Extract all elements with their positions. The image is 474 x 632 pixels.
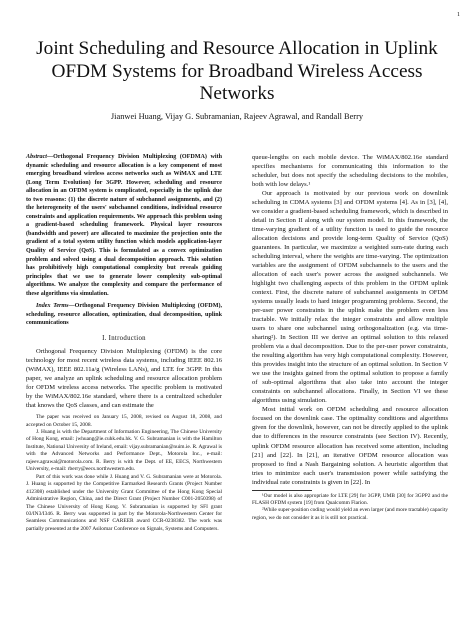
footnote-received: The paper was received on January 15, 2008, revised on August 18, 2008, and accepted on October 15, 2008. (26, 414, 222, 428)
footnote-rule (252, 490, 312, 491)
index-terms (26, 302, 222, 328)
footnote-1: ¹Our model is also appropriate for LTE [29] for 3GPP, UMB [30] for 3GPP2 and the FLASH OFDM system [19] from Qualcomm Flarion. (252, 492, 448, 507)
abstract (26, 153, 222, 298)
body-paragraph-3: Most initial work on OFDM scheduling and resource allocation focused on the downlink case. The optimality conditions and algorithms given for the downlink, however, can not be directly applied to the uplink due to differences in the resource constraints (see Section IV). Recently, uplink OFDM resource allocation has received some attention, including [21] and [22]. In [21], an iterative OFDM resource allocation was proposed to find a Nash Bargaining solution. A heuristic algorithm that tries to minimize each user's transmission power while satisfying the individual rate constraints is given in [22]. In (252, 406, 448, 486)
footnote-funding: Part of this work was done while J. Huang and V. G. Subramanian were at Motorola. J. Huang is supported by the Competitive Earmarked Research Grants (Project Number 412308) established under the University Grant Committee of the Hong Kong Special Administrative Region, China, and the Direct Grant (Project Number C001-2050398) of The Chinese University of Hong Kong. V. Subramanian is supported by SFI grant 03/IN3/I346. R. Berry was supported in part by the Motorola-Northwestern Center for Seamless Communications and NSF CAREER award CCR-0238382. The work was partially presented at the 2007 Asilomar Conference on Signals, Systems and Computers. (26, 473, 222, 532)
author-list: Jianwei Huang, Vijay G. Subramanian, Rajeev Agrawal, and Randall Berry (110, 112, 364, 121)
index-terms-lead: Index Terms (36, 303, 69, 310)
left-column (26, 153, 222, 533)
paper-title: Joint Scheduling and Resource Allocation in Uplink OFDM Systems for Broadband Wireless Access Networks (36, 38, 438, 105)
section-heading-introduction: I. Introduction (102, 334, 146, 342)
body-paragraph-1: queue-lengths on each mobile device. The WiMAX/802.16e standard specifies mechanisms for communicating this information to the scheduler, but does not specify the scheduling decisions to the mobiles, both with low delays.¹ (252, 154, 448, 189)
abstract-lead: Abstract (26, 154, 47, 160)
index-terms-body: —Orthogonal Frequency Division Multiplexing (OFDM), scheduling, resource allocation, optimization, dual decomposition, uplink communications (26, 303, 222, 327)
footnote-affiliations: J. Huang is with the Department of Information Engineering, The Chinese University of Hong Kong, email: jwhuang@ie.cuhk.edu.hk. V. G. Subramanian is with the Hamilton Institute, National University of Ireland, email: vijay.subramanian@nuim.ie. R. Agrawal is with the Advanced Networks and Performance Dept., Motorola Inc., e-mail: rajeev.agrawal@motorola.com. R. Berry is with the Dept. of EE, EECS, Northwestern University, e-mail: rberry@eecs.northwestern.edu. (26, 428, 222, 473)
right-column (252, 153, 448, 522)
body-paragraph-2: Our approach is motivated by our previous work on downlink scheduling in CDMA systems [3] and OFDM systems [4]. As in [3], [4], we consider a gradient-based scheduling framework, which is described in detail in Section II along with our system model. In this framework, the time-varying gradient of a utility function is used to guide the resource allocation decisions and provide long-term Quality of Service (QoS) guarantees. In particular, we maximize a weighted sum-rate during each scheduling interval, where the weights are time-varying. The optimization variables are the assignment of OFDM subchannels to the users and the allocation of each user's power across the assigned subchannels. We highlight two challenging aspects of this problem in the OFDM uplink context. First, the discrete nature of subchannel assignments in OFDM systems usually leads to hard integer programming problems. Second, the per-user power constraints in the uplink make the problem even less tractable. We initially relax the integer constraints and allow multiple users to share one subchannel using orthogonalization (e.g. via time-sharing²). In Section III we derive an optimal solution to this relaxed problem via a dual decomposition. Due to the per-user power constraints, the resulting algorithm has very high computational complexity. However, this provides insight into the structure of an optimal solution. In Section V we use the insights gained from the optimal solution to propose a family of sub-optimal algorithms that also take into account the integer constraints on subchannel allocations. Finally, in Section VI we these algorithms using simulation. (252, 190, 448, 405)
page-number: 1 (457, 12, 460, 18)
intro-paragraph: Orthogonal Frequency Division Multiplexing (OFDM) is the core technology for most recent wireless data systems, including IEEE 802.16 (WiMAX), IEEE 802.11a/g (Wireless LANs), and LTE for 3GPP. In this paper, we analyze an uplink scheduling and resource allocation problem for OFDM wireless access networks. The specific problem is motivated by the WiMAX/802.16e standard, where there is a centralized scheduler that knows the QoS classes, and can estimate the (26, 347, 222, 410)
abstract-body: —Orthogonal Frequency Division Multiplexing (OFDMA) with dynamic scheduling and resource allocation is a key component of most emerging broadband wireless access networks such as WiMAX and LTE (Long Term Evolution) for 3GPP. However, scheduling and resource allocation in an OFDM system is complicated, especially in the uplink due to two reasons: (1) the discrete nature of subchannel assignments, and (2) the heterogeneity of the users' subchannel conditions, individual resource constraints and application requirements. We approach this problem using a gradient-based scheduling framework. Physical layer resources (bandwidth and power) are allocated to maximize the projection onto the gradient of a total system utility function which models application-layer Quality of Service (QoS). This is formulated as a convex optimization problem and solved using a dual decomposition approach. This solution has prohibitively high computational complexity but reveals guiding principles that we use to generate lower complexity sub-optimal algorithms. We analyze the complexity and compare the performance of these algorithms via simulation. (26, 154, 222, 297)
footnote-2: ²While super-position coding would yield an even larger (and more tractable) capacity region, we do not consider it as it is still not practical. (252, 507, 448, 521)
